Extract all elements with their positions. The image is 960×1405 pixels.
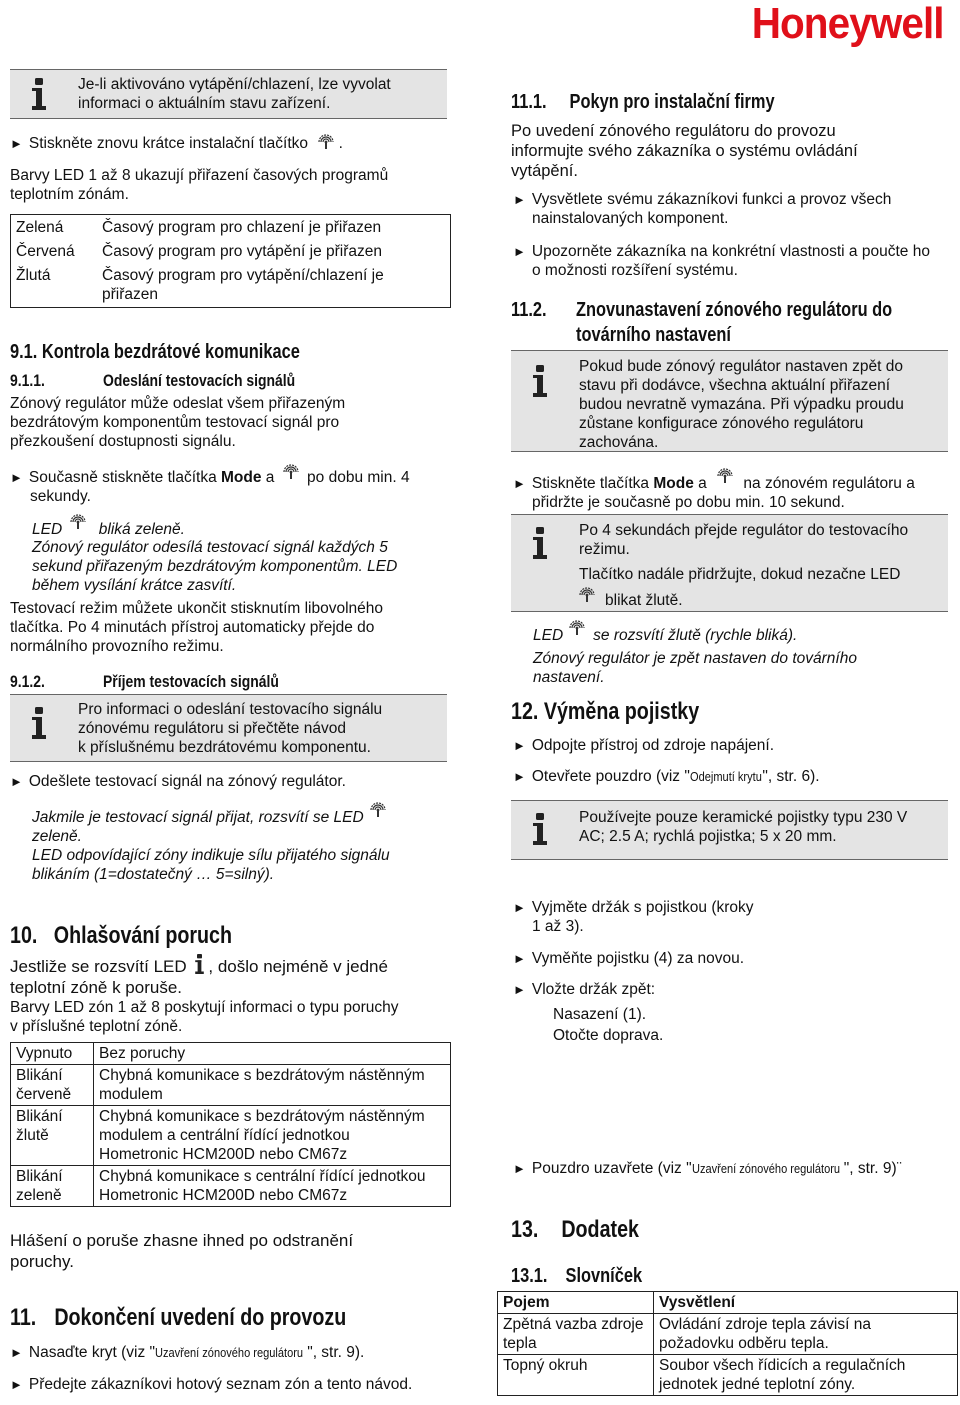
paragraph-line: normálního provozního režimu. xyxy=(10,638,224,655)
table-row xyxy=(11,238,451,262)
fault-intro: Jestliže se rozsvítí LED , došlo nejméně v jedné teplotní zóně k poruše. xyxy=(10,954,388,998)
paragraph-line: Barvy LED 1 až 8 ukazují přiřazení časových programů xyxy=(10,167,389,184)
signal-icon xyxy=(569,620,585,636)
paragraph-line: během vysílání krátce zasvítí. xyxy=(32,577,237,594)
color-cell: Žlutá xyxy=(16,267,51,284)
paragraph-line: přezkoušení dostupnosti signálu. xyxy=(10,433,236,450)
info-note-4: Po 4 sekundách přejde regulátor do testovacího režimu. Tlačítko nadále přidržujte, dokud nezačne LED blikat žlutě. xyxy=(511,514,948,612)
signal-icon xyxy=(579,587,595,603)
replace-fuse-step: ► Vyměňte pojistku (4) za novou. xyxy=(513,949,744,968)
step-text-end: . xyxy=(338,135,343,152)
paragraph-line: poruchy. xyxy=(10,1252,74,1271)
fault-table xyxy=(10,1042,451,1207)
heading-9-1: 9.1. Kontrola bezdrátové komunikace xyxy=(10,341,300,363)
heading-11-2: 11.2. Znovunastavení zónového regulátoru do továrního nastavení xyxy=(511,299,893,346)
desc-cell: Časový program pro vytápění/chlazení je přiřazen xyxy=(102,267,384,303)
table-row: Vypnuto Bez poruchy xyxy=(11,1043,451,1065)
desc-cell: Časový program pro chlazení je přiřazen xyxy=(102,219,382,236)
paragraph-line: Zónový regulátor odesílá testovací signál každých 5 xyxy=(32,539,388,556)
paragraph-line: tlačítka. Po 4 minutách přístroj automaticky přejde do xyxy=(10,619,375,636)
heading-9-1-1: 9.1.1. Odeslání testovacích signálů xyxy=(10,371,296,390)
unplug-step: ► Odpojte přístroj od zdroje napájení. xyxy=(513,736,774,755)
heading-11-1: 11.1. Pokyn pro instalační firmy xyxy=(511,91,775,113)
remove-holder-step: ► Vyjměte držák s pojistkou (kroky 1 až 3). xyxy=(513,898,754,936)
sub-step-2: Otočte doprava. xyxy=(553,1027,664,1044)
table-row: Topný okruh Soubor všech řídicích a regulačních jednotek jedné teplotní zóny. xyxy=(498,1355,958,1396)
info-note-5: Používejte pouze keramické pojistky typu 230 V AC; 2.5 A; rychlá pojistka; 5 x 20 mm. xyxy=(511,800,948,860)
info-icon xyxy=(32,78,46,110)
close-case-step: ► Pouzdro uzavřete (viz "Uzavření zónového regulátoru ", str. 9)¨ xyxy=(513,1159,902,1178)
color-cell: Zelená xyxy=(16,219,64,236)
info-icon xyxy=(533,365,547,397)
paragraph-line: bezdrátovým komponentům testovací signál pro xyxy=(10,414,340,431)
table-row: Zpětná vazba zdroje tepla Ovládání zdroje tepla závisí na požadovku odběru tepla. xyxy=(498,1314,958,1355)
paragraph-line: teplotním zónám. xyxy=(10,186,129,203)
italic-block-2: Jakmile je testovací signál přijat, rozsvítí se LED zeleně. LED odpovídající zóny indikuje sílu přijatého signálu blikáním (1=dostatečný … 5=silný). xyxy=(32,802,390,884)
heading-10: 10. Ohlašování poruch xyxy=(10,922,233,949)
italic-block-r: LED se rozsvítí žlutě (rychle bliká). Zónový regulátor je zpět nastaven do továrního nastavení. xyxy=(533,620,857,687)
note-line: informaci o aktuálním stavu zařízení. xyxy=(78,95,331,112)
send-signal-step: ► Odešlete testovací signál na zónový regulátor. xyxy=(10,772,346,791)
step-text: ► Stiskněte znovu krátce instalační tlačítko xyxy=(10,135,308,152)
open-case-step: ► Otevřete pouzdro (viz "Odejmutí krytu", str. 6). xyxy=(513,767,820,786)
mode-key: Mode xyxy=(653,475,694,492)
paragraph-line: v příslušné teplotní zóně. xyxy=(10,1018,183,1035)
inform-step: ► Upozorněte zákazníka na konkrétní vlastnosti a poučte ho o možnosti rozšíření systému. xyxy=(513,242,930,280)
note-line: Je-li aktivováno vytápění/chlazení, lze vyvolat xyxy=(78,76,391,93)
press-mode-step: ► Současně stiskněte tlačítka Mode a po dobu min. 4 sekundy. xyxy=(10,464,450,506)
info-icon xyxy=(32,707,46,739)
note-line: k příslušnému bezdrátovému komponentu. xyxy=(78,739,371,756)
info-note-2 xyxy=(10,694,447,762)
table-row: Blikání zeleně Chybná komunikace s centrální řídící jednotkou Hometronic HCM200D nebo CM67z xyxy=(11,1166,451,1207)
led-blinks: LED bliká zeleně. xyxy=(32,514,185,539)
paragraph-line: informujte svého zákazníka o systému ovládání xyxy=(511,142,858,160)
info-note-1 xyxy=(10,69,447,119)
honeywell-logo: Honeywell xyxy=(752,0,944,48)
color-cell: Červená xyxy=(16,243,75,260)
paragraph-line: Zónový regulátor může odeslat všem přiřazeným xyxy=(10,395,346,412)
heading-9-1-2: 9.1.2. Příjem testovacích signálů xyxy=(10,672,279,691)
signal-icon xyxy=(318,134,334,150)
paragraph-line: Po uvedení zónového regulátoru do provozu xyxy=(511,122,836,140)
heading-11: 11. Dokončení uvedení do provozu xyxy=(10,1304,347,1331)
paragraph-line: Testovací režim můžete ukončit stisknutím libovolného xyxy=(10,600,384,617)
handover-step: ► Předejte zákazníkovi hotový seznam zón a tento návod. xyxy=(10,1375,412,1394)
note-line: zónovému regulátoru si přečtěte návod xyxy=(78,720,346,737)
signal-icon xyxy=(717,468,733,484)
mode-key: Mode xyxy=(221,469,262,486)
table-row: Blikání žlutě Chybná komunikace s bezdrátovým nástěnným modulem a centrální řídící jednotkou Hometronic HCM200D nebo CM67z xyxy=(11,1106,451,1166)
reset-step: ► Stiskněte tlačítka Mode a na zónovém regulátoru a přidržte je současně po dobu min. 10 sekund. xyxy=(513,468,953,512)
table-row: Pojem Vysvětlení xyxy=(498,1292,958,1314)
heading-13: 13. Dodatek xyxy=(511,1216,639,1243)
paragraph-line: vytápění. xyxy=(511,162,578,180)
table-row xyxy=(11,215,451,239)
heading-12: 12. Výměna pojistky xyxy=(511,698,700,725)
attach-cover-step: ► Nasaďte kryt (viz "Uzavření zónového regulátoru ", str. 9). xyxy=(10,1343,364,1362)
desc-cell: Časový program pro vytápění je přiřazen xyxy=(102,243,382,260)
paragraph-line: Hlášení o poruše zhasne ihned po odstranění xyxy=(10,1231,354,1250)
table-row: Blikání červeně Chybná komunikace s bezdrátovým nástěnným modulem xyxy=(11,1065,451,1106)
color-table xyxy=(10,214,451,308)
insert-holder-step: ► Vložte držák zpět: xyxy=(513,980,655,999)
info-icon xyxy=(533,527,547,559)
table-row xyxy=(11,262,451,308)
paragraph-line: sekund přiřazeným bezdrátovým komponentům. LED xyxy=(32,558,398,575)
info-note-3: Pokud bude zónový regulátor nastaven zpět do stavu při dodávce, všechna aktuální přiřazení budou nevratně vymazána. Při výpadku proudu zůstane konfigurace zónového regulátoru zachována. xyxy=(511,350,948,452)
press-again-step xyxy=(10,134,343,153)
glossary-table xyxy=(497,1291,958,1396)
info-icon xyxy=(533,813,547,845)
signal-icon xyxy=(370,802,386,818)
info-icon xyxy=(195,954,204,974)
note-line: Pro informaci o odeslání testovacího signálu xyxy=(78,701,383,718)
sub-step-1: Nasazení (1). xyxy=(553,1006,647,1023)
explain-step: ► Vysvětlete svému zákazníkovi funkci a provoz všech nainstalovaných komponent. xyxy=(513,190,891,228)
heading-13-1: 13.1. Slovníček xyxy=(511,1265,643,1287)
paragraph-line: Barvy LED zón 1 až 8 poskytují informaci o typu poruchy xyxy=(10,999,399,1016)
signal-icon xyxy=(283,464,299,480)
signal-icon xyxy=(70,514,86,530)
